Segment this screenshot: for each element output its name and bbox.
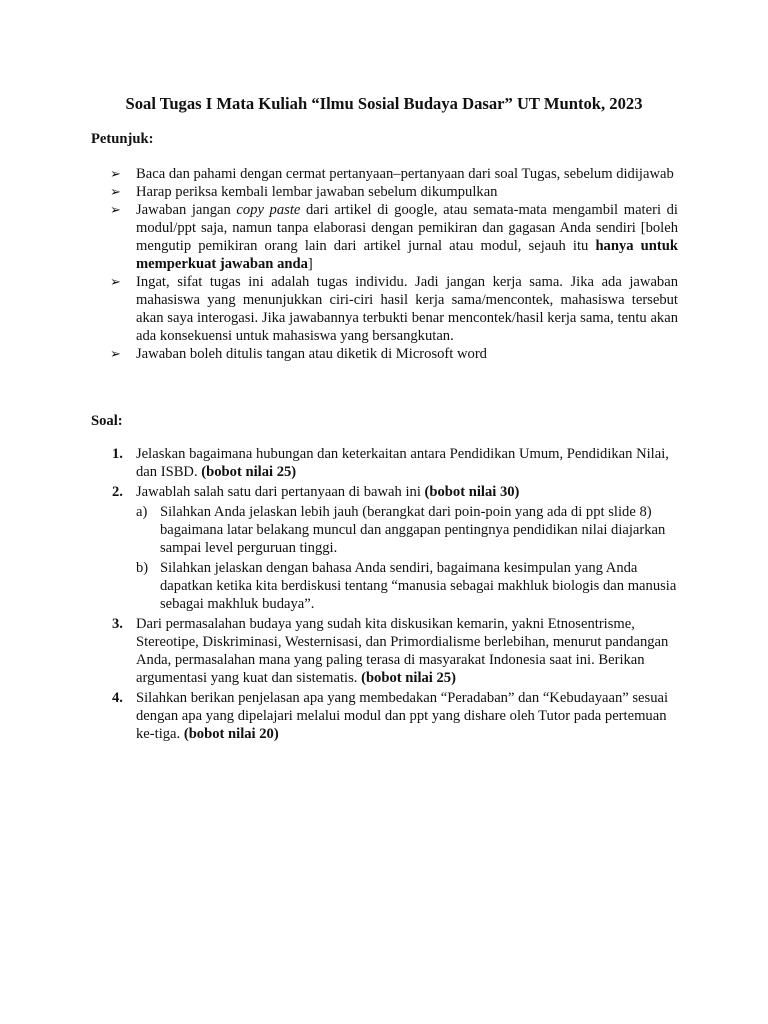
instruction-text: ] <box>307 256 313 272</box>
arrow-bullet-icon: ➢ <box>110 202 121 217</box>
question-item <box>91 483 678 613</box>
instruction-item <box>91 345 678 363</box>
sub-question-letter: b) <box>136 560 149 576</box>
arrow-bullet-icon: ➢ <box>110 346 121 361</box>
instruction-item <box>91 273 678 345</box>
soal-heading: Soal: <box>91 413 123 429</box>
instruction-text: Harap periksa kembali lembar jawaban sebelum dikumpulkan <box>136 184 498 200</box>
question-number: 4. <box>112 690 123 706</box>
instruction-item <box>91 183 678 201</box>
question-weight: (bobot nilai 20) <box>183 726 279 742</box>
question-item <box>91 445 678 481</box>
question-text: Silahkan berikan penjelasan apa yang membedakan “Peradaban” dan “Kebudayaan” sesuai dengan apa yang dipelajari melalui modul dan ppt yang dishare oleh Tutor pada pertemuan ke-tiga. <box>136 690 669 742</box>
sub-question-text: Silahkan Anda jelaskan lebih jauh (berangkat dari poin-poin yang ada di ppt slide 8) bagaimana latar belakang muncul dan anggapan pentingnya pendidikan nilai diajarkan sampai level perguruan tinggi. <box>160 504 666 556</box>
question-number: 3. <box>112 616 123 632</box>
instruction-italic: copy paste <box>236 202 301 218</box>
arrow-bullet-icon: ➢ <box>110 274 121 289</box>
question-list <box>91 445 678 745</box>
arrow-bullet-icon: ➢ <box>110 166 121 181</box>
sub-question-list <box>136 503 678 613</box>
question-number: 1. <box>112 446 123 462</box>
sub-question-item <box>136 559 678 613</box>
question-weight: (bobot nilai 30) <box>424 484 520 500</box>
instruction-text: Ingat, sifat tugas ini adalah tugas individu. Jadi jangan kerja sama. Jika ada jawaban mahasiswa yang menunjukkan ciri-ciri hasil kerja sama/mencontek, mahasiswa tersebut akan saya interogasi. Jika jawabannya terbukti benar mencontek/hasil kerja sama, tentu akan ada konsekuensi untuk mahasiswa yang bersangkutan. <box>136 274 678 344</box>
question-number: 2. <box>112 484 123 500</box>
question-text: Dari permasalahan budaya yang sudah kita diskusikan kemarin, yakni Etnosentrisme, Stereotipe, Diskriminasi, Westernisasi, dan Primordialisme berlebihan, menurut pandangan Anda, permasalahan mana yang paling terasa di masyarakat Indonesia saat ini. Berikan argumentasi yang kuat dan sistematis. <box>136 616 669 686</box>
arrow-bullet-icon: ➢ <box>110 184 121 199</box>
instruction-bold: hanya untuk memperkuat jawaban anda <box>136 238 678 272</box>
instruction-item <box>91 201 678 273</box>
question-item <box>91 689 678 743</box>
instruction-item <box>91 165 678 183</box>
document-title: Soal Tugas I Mata Kuliah “Ilmu Sosial Budaya Dasar” UT Muntok, 2023 <box>125 94 643 113</box>
instruction-text: Jawaban jangan <box>136 202 237 218</box>
question-item <box>91 615 678 687</box>
question-text: Jawablah salah satu dari pertanyaan di bawah ini <box>136 484 425 500</box>
instruction-text: dari artikel di google, atau semata-mata mengambil materi di modul/ppt saja, namun tanpa elaborasi dengan pemikiran dan gagasan Anda sendiri [boleh mengutip pemikiran orang lain dari artikel jurnal atau modul, sejauh itu <box>136 202 678 254</box>
question-weight: (bobot nilai 25) <box>361 670 456 686</box>
instruction-text: Baca dan pahami dengan cermat pertanyaan–pertanyaan dari soal Tugas, sebelum didijawab <box>136 166 674 182</box>
sub-question-item <box>136 503 678 557</box>
sub-question-letter: a) <box>136 504 148 520</box>
instruction-text: Jawaban boleh ditulis tangan atau diketik di Microsoft word <box>136 346 487 362</box>
question-text: Jelaskan bagaimana hubungan dan keterkaitan antara Pendidikan Umum, Pendidikan Nilai, dan ISBD. <box>136 446 669 480</box>
petunjuk-heading: Petunjuk: <box>91 131 154 147</box>
question-weight: (bobot nilai 25) <box>201 464 297 480</box>
instruction-list <box>91 165 678 363</box>
sub-question-text: Silahkan jelaskan dengan bahasa Anda sendiri, bagaimana kesimpulan yang Anda dapatkan ketika kita berdiskusi tentang “manusia sebagai makhluk biologis dan manusia sebagai makhluk budaya”. <box>160 560 677 612</box>
